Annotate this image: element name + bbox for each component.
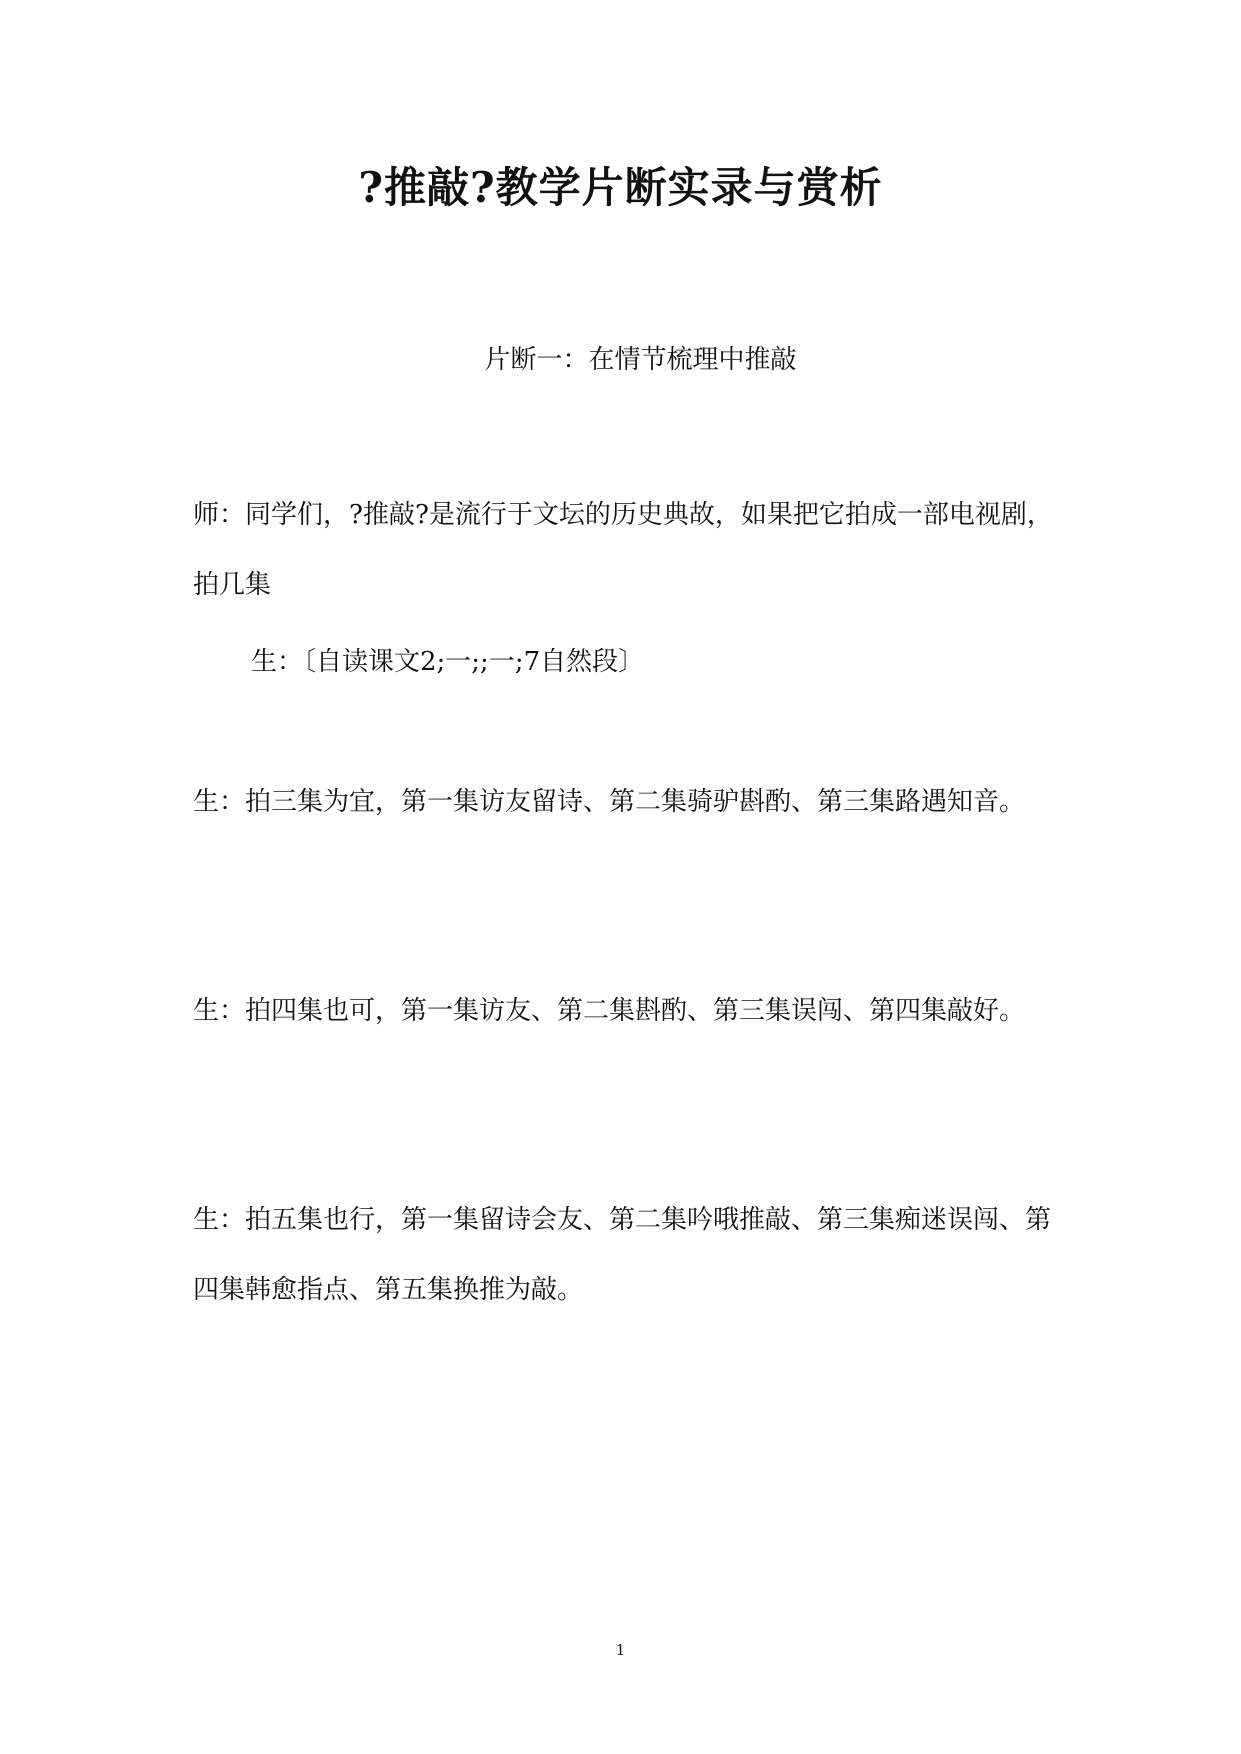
paragraph-student-answer-five: 生：拍五集也行，第一集留诗会友、第二集吟哦推敲、第三集痴迷误闯、第四集韩愈指点、第五集换推为敲。 (193, 1205, 1052, 1305)
document-title: ?推敲?教学片断实录与赏析 (358, 163, 883, 212)
paragraph-student-answer-three: 生：拍三集为宜，第一集访友留诗、第二集骑驴斟酌、第三集路遇知音。 (193, 787, 1026, 817)
paragraph-teacher-question: 师：同学们，?推敲?是流行于文坛的历史典故，如果把它拍成一部电视剧，拍几集 (193, 500, 1053, 600)
page-number: 1 (615, 1641, 626, 1659)
paragraph-student-answer-four: 生：拍四集也可，第一集访友、第二集斟酌、第三集误闯、第四集敲好。 (193, 996, 1026, 1026)
section-heading: 片断一：在情节梳理中推敲 (484, 345, 797, 375)
paragraph-student-reading: 生：〔自读课文2;一;;一;7自然段〕 (251, 647, 645, 677)
